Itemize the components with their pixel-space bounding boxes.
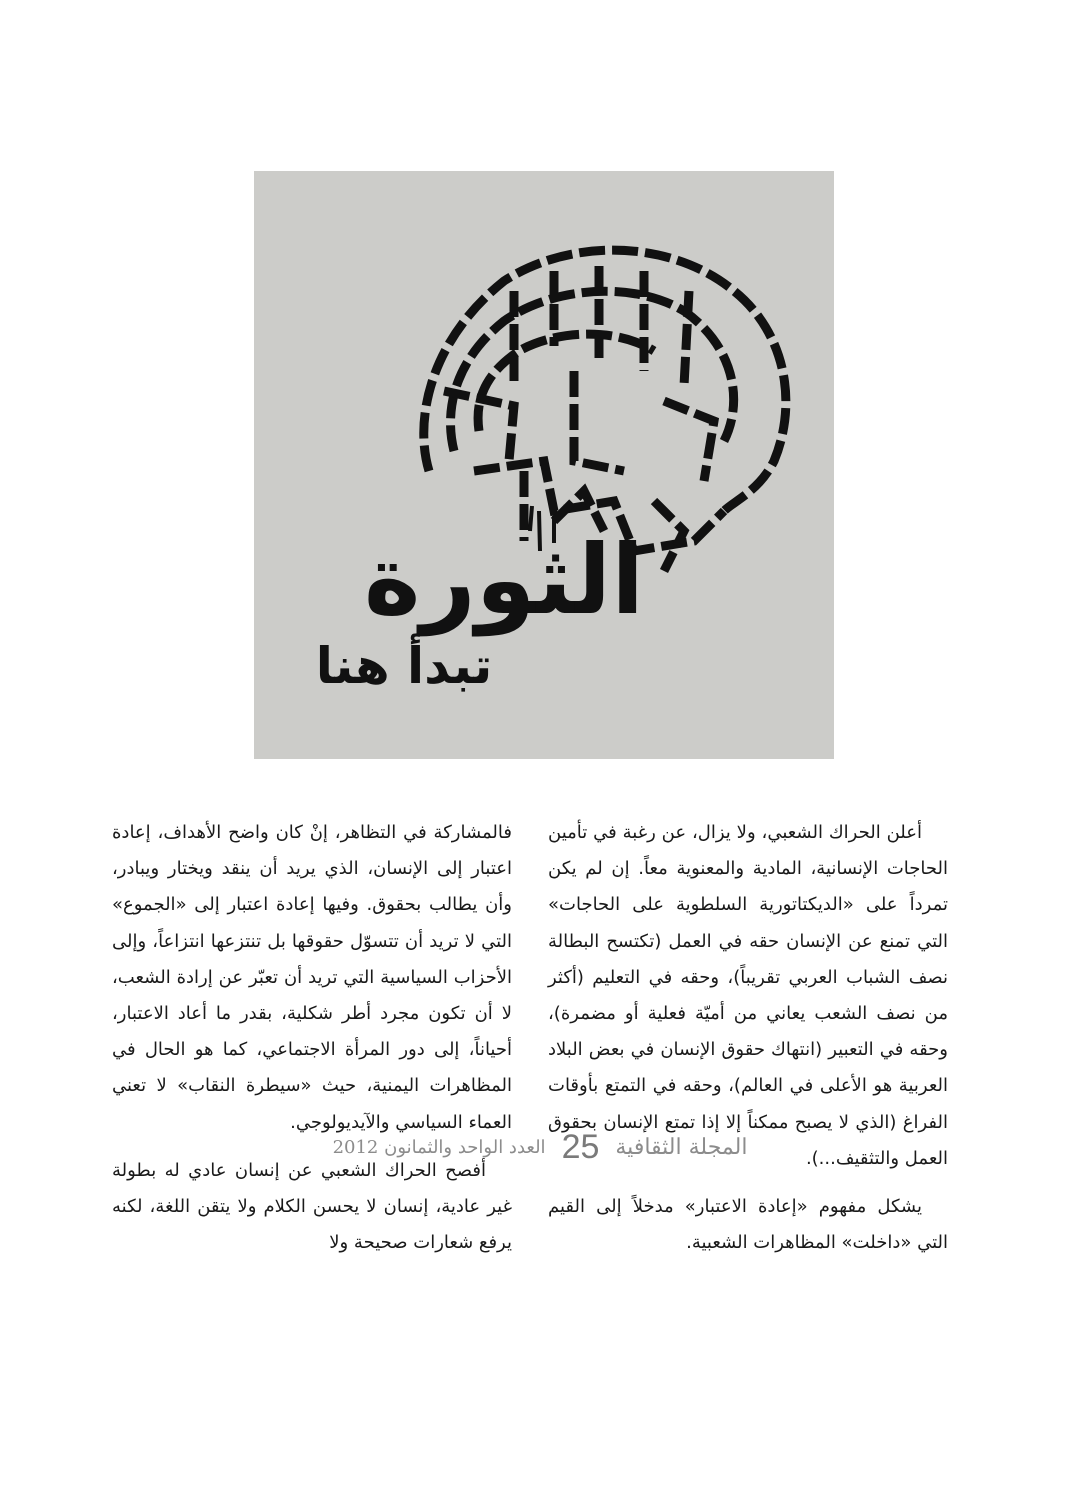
- right-paragraph-1: أعلن الحراك الشعبي، ولا يزال، عن رغبة في تأمين الحاجات الإنسانية، المادية والمعنوية معاً. إن لم يكن تمرداً على «الديكتاتورية السلطوية على الحاجات» التي تمنع عن الإنسان حقه في العمل (تكتسح البطالة نصف الشباب العربي تقريباً)، وحقه في التعليم (أكثر من نصف الشعب يعاني من أميّة فعلية أو مضمرة)، وحقه في التعبير (انتهاك حقوق الإنسان في بعض البلاد العربية هو الأعلى في العالم)، وحقه في التمتع بأوقات الفراغ (الذي لا يصبح ممكناً إلا إذا تمتع الإنسان بحقوق العمل والتثقيف...).: [548, 822, 948, 1169]
- issue-label: العدد الواحد والثمانون 2012: [332, 1136, 546, 1158]
- left-text-column: [112, 815, 512, 1261]
- graffiti-line1: الثورة: [363, 524, 645, 636]
- graffiti-photo: [254, 171, 834, 759]
- right-text-column: [548, 815, 948, 1261]
- left-paragraph-1: فالمشاركة في التظاهر، إنْ كان واضح الأهداف، إعادة اعتبار إلى الإنسان، الذي يريد أن ينقد ويختار ويبادر، وأن يطالب بحقوق. وفيها إعادة اعتبار إلى «الجموع» التي لا تريد أن تتسوّل حقوقها بل تنتزعها انتزاعاً، وإلى الأحزاب السياسية التي تريد أن تعبّر عن إرادة الشعب، لا أن تكون مجرد أطر شكلية، بقدر ما أعاد الاعتبار، أحياناً، إلى دور المرأة الاجتماعي، كما هو الحال في المظاهرات اليمنية، حيث «سيطرة النقاب» لا تعني العماء السياسي والآيديولوجي.: [112, 822, 512, 1133]
- left-paragraph-2: أفصح الحراك الشعبي عن إنسان عادي له بطولة غير عادية، إنسان لا يحسن الكلام ولا يتقن اللغة، لكنه يرفع شعارات صحيحة ولا: [112, 1159, 512, 1254]
- page-number: 25: [561, 1127, 600, 1166]
- magazine-name: المجلة الثقافية: [615, 1134, 748, 1160]
- page-footer: [300, 1125, 780, 1169]
- right-paragraph-2: يشكل مفهوم «إعادة الاعتبار» مدخلاً إلى القيم التي «داخلت» المظاهرات الشعبية.: [548, 1196, 948, 1254]
- graffiti-line2: تبدأ هنا: [315, 637, 493, 695]
